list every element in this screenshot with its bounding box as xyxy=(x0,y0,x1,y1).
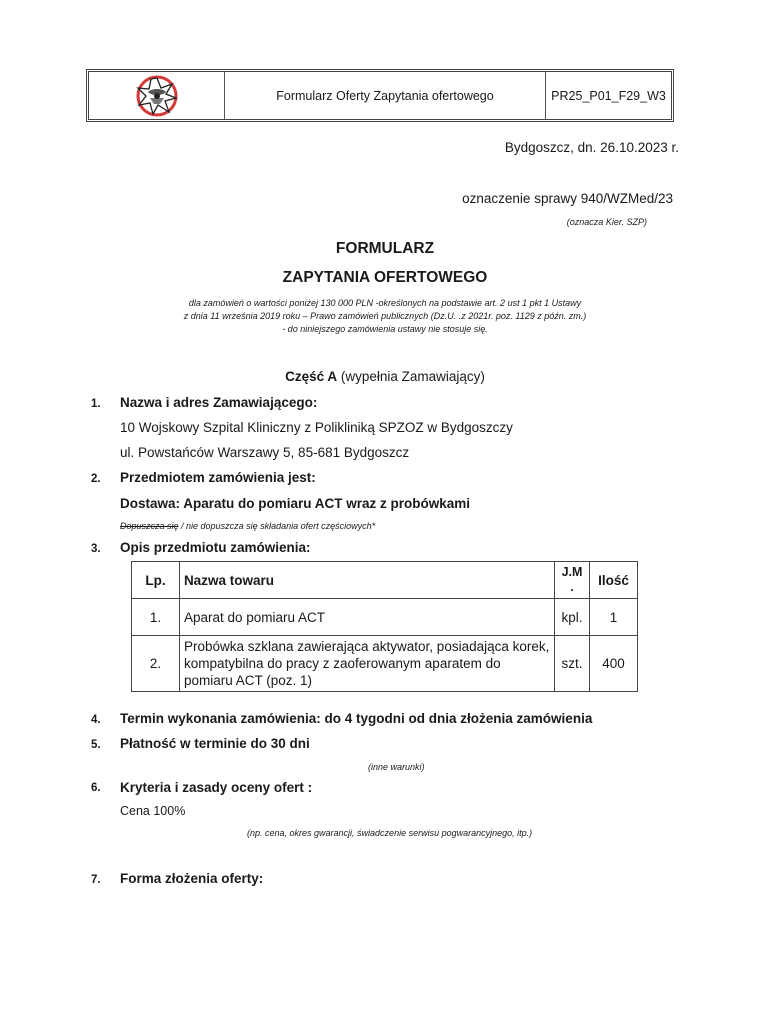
legal-note-line: z dnia 11 września 2019 roku – Prawo zamówień publicznych (Dz.U. .z 2021r. poz. 1129 z późn. zm.) xyxy=(183,311,587,321)
row-name: Probówka szklana zawierająca aktywator, posiadająca korek, kompatybilna do pracy z zaoferowanym aparatem do pomiaru ACT (poz. 1) xyxy=(179,636,554,692)
row-unit: kpl. xyxy=(555,599,590,636)
col-header-unit: J.M . xyxy=(555,562,590,599)
criteria-value: Cena 100% xyxy=(120,804,186,818)
case-note: (oznacza Kier. SZP) xyxy=(566,217,647,227)
legal-note-line: dla zamówień o wartości poniżej 130 000 PLN -określonych na podstawie art. 2 ust 1 pkt 1 Ustawy xyxy=(188,298,582,308)
table-row xyxy=(132,599,638,636)
form-subtitle: ZAPYTANIA OFERTOWEGO xyxy=(282,269,488,286)
row-qty: 1 xyxy=(590,599,638,636)
col-header-name: Nazwa towaru xyxy=(179,562,554,599)
document-header xyxy=(86,69,674,122)
section-title: Kryteria i zasady oceny ofert : xyxy=(120,780,313,795)
case-number: oznaczenie sprawy 940/WZMed/23 xyxy=(462,191,673,206)
table-row xyxy=(132,636,638,692)
military-cross-icon xyxy=(134,74,180,118)
form-title: FORMULARZ xyxy=(335,240,435,257)
orderer-address: ul. Powstańców Warszawy 5, 85-681 Bydgoszcz xyxy=(120,445,410,460)
row-qty: 400 xyxy=(590,636,638,692)
table-header-row xyxy=(132,562,638,599)
section-title: Forma złożenia oferty: xyxy=(120,871,264,886)
row-lp: 2. xyxy=(132,636,180,692)
row-lp: 1. xyxy=(132,599,180,636)
criteria-note: (np. cena, okres gwarancji, świadczenie serwisu pogwarancyjnego, itp.) xyxy=(247,828,533,838)
section-title: Nazwa i adres Zamawiającego: xyxy=(120,395,318,410)
legal-note-line: - do niniejszego zamówienia ustawy nie stosuje się. xyxy=(282,324,488,334)
header-title: Formularz Oferty Zapytania ofertowego xyxy=(225,72,546,119)
section-number: 2. xyxy=(91,473,101,485)
col-header-qty: Ilość xyxy=(590,562,638,599)
row-name: Aparat do pomiaru ACT xyxy=(179,599,554,636)
section-number: 7. xyxy=(91,874,101,886)
section-number: 6. xyxy=(91,782,101,794)
section-title: Termin wykonania zamówienia: do 4 tygodni od dnia złożenia zamówienia xyxy=(120,711,593,726)
section-number: 1. xyxy=(91,398,101,410)
col-header-lp: Lp. xyxy=(132,562,180,599)
section-title: Płatność w terminie do 30 dni xyxy=(120,736,310,751)
hospital-logo xyxy=(89,72,225,119)
row-unit: szt. xyxy=(555,636,590,692)
partial-offers-struck: Dopuszcza się xyxy=(120,521,179,531)
document-code: PR25_P01_F29_W3 xyxy=(551,88,666,103)
partial-offers-note xyxy=(120,521,375,531)
section-title: Opis przedmiotu zamówienia: xyxy=(120,540,311,555)
items-table xyxy=(131,561,638,692)
section-title: Przedmiotem zamówienia jest: xyxy=(120,470,316,485)
section-number: 3. xyxy=(91,543,101,555)
partial-offers-rest: / nie dopuszcza się składania ofert częściowych* xyxy=(178,521,376,531)
orderer-name: 10 Wojskowy Szpital Kliniczny z Polikliniką SPZOZ w Bydgoszczy xyxy=(120,420,513,435)
section-number: 5. xyxy=(91,739,101,751)
part-note: (wypełnia Zamawiający) xyxy=(337,369,485,384)
section-number: 4. xyxy=(91,714,101,726)
part-heading xyxy=(0,369,770,384)
part-label: Część A xyxy=(285,369,338,384)
order-subject: Dostawa: Aparatu do pomiaru ACT wraz z probówkami xyxy=(120,496,471,511)
payment-note: (inne warunki) xyxy=(368,762,425,772)
place-date: Bydgoszcz, dn. 26.10.2023 r. xyxy=(504,140,679,155)
